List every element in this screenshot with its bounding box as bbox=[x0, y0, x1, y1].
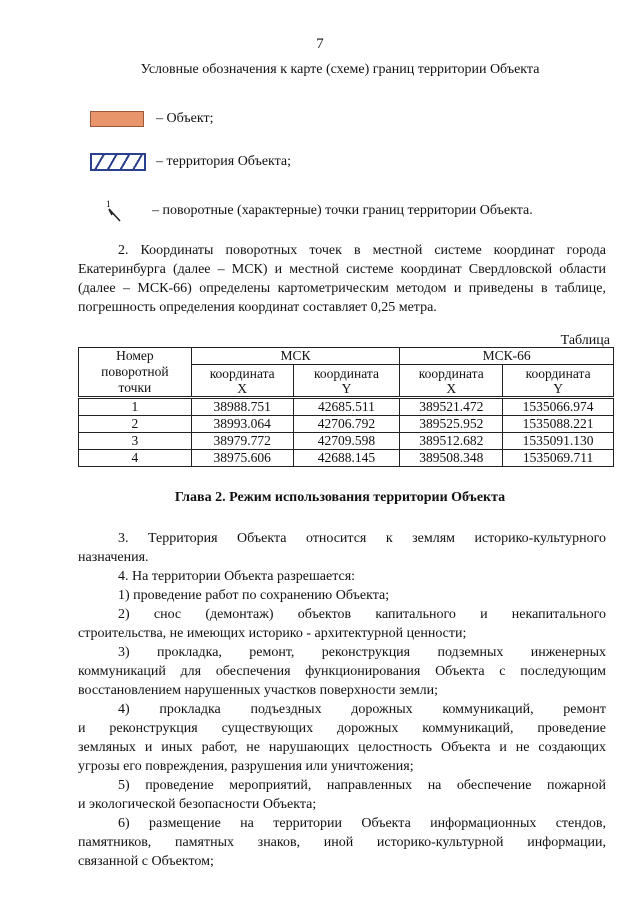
paragraph-2-line: (далее – МСК-66) определены картометрическим методом и приведены в таблице, bbox=[78, 281, 606, 296]
cell-msk66-y: 1535066.974 bbox=[503, 398, 614, 416]
legend-item-object bbox=[90, 111, 213, 127]
body-line: 5) проведение мероприятий, направленных на обеспечение пожарной bbox=[118, 778, 606, 793]
body-line: 2) снос (демонтаж) объектов капитального и некапитального bbox=[118, 607, 606, 622]
header-msk-y: координата Y bbox=[293, 365, 400, 398]
table-caption: Таблица bbox=[560, 333, 610, 348]
cell-msk-y: 42688.145 bbox=[293, 450, 400, 467]
legend-title: Условные обозначения к карте (схеме) границ территории Объекта bbox=[140, 62, 540, 77]
body-line: коммуникаций для обеспечения функционирования Объекта с последующим bbox=[78, 664, 606, 679]
body-line: и экологической безопасности Объекта; bbox=[78, 797, 317, 812]
cell-msk-y: 42685.511 bbox=[293, 398, 400, 416]
legend-item-label: – Объект; bbox=[156, 111, 214, 126]
header-msk66: МСК-66 bbox=[400, 348, 614, 365]
body-line: 4) прокладка подъездных дорожных коммуникаций, ремонт bbox=[118, 702, 606, 717]
cell-point: 3 bbox=[79, 433, 192, 450]
cell-msk-x: 38975.606 bbox=[191, 450, 293, 467]
legend-item-label: – поворотные (характерные) точки границ территории Объекта. bbox=[152, 203, 533, 218]
body-line: 1) проведение работ по сохранению Объекта; bbox=[118, 588, 390, 603]
table-row bbox=[79, 416, 614, 433]
body-line: 6) размещение на территории Объекта информационных стендов, bbox=[118, 816, 606, 831]
chapter-title: Глава 2. Режим использования территории Объекта bbox=[174, 490, 506, 505]
header-msk66-y: координата Y bbox=[503, 365, 614, 398]
header-point-line: точки bbox=[118, 380, 152, 395]
body-line: земляных и иных работ, не нарушающих целостность Объекта и не создающих bbox=[78, 740, 606, 755]
cell-point: 2 bbox=[79, 416, 192, 433]
paragraph-2-line: 2. Координаты поворотных точек в местной системе координат города bbox=[118, 243, 606, 258]
header-msk: МСК bbox=[191, 348, 400, 365]
body-line: 3. Территория Объекта относится к землям историко-культурного bbox=[118, 531, 606, 546]
body-line: восстановлением нарушенных участков поверхности земли; bbox=[78, 683, 439, 698]
body-line: памятников, памятных знаков, иной историко-культурной информации, bbox=[78, 835, 606, 850]
header-point-number bbox=[79, 348, 192, 398]
coordinates-table bbox=[78, 347, 614, 467]
table-row bbox=[79, 433, 614, 450]
cell-msk66-x: 389508.348 bbox=[400, 450, 503, 467]
legend-item-turning-point bbox=[90, 198, 533, 224]
body-line: 3) прокладка, ремонт, реконструкция подземных инженерных bbox=[118, 645, 606, 660]
turning-point-number: 1 bbox=[106, 199, 111, 209]
paragraph-2-line: погрешность определения координат составляет 0,25 метра. bbox=[78, 300, 437, 315]
cell-msk-x: 38988.751 bbox=[191, 398, 293, 416]
header-msk-x: координата X bbox=[191, 365, 293, 398]
cell-msk-y: 42706.792 bbox=[293, 416, 400, 433]
page-number: 7 bbox=[316, 36, 324, 52]
territory-hatch-icon bbox=[90, 153, 146, 171]
legend-item-label: – территория Объекта; bbox=[156, 154, 292, 169]
legend-item-territory bbox=[90, 153, 291, 171]
body-line: угрозы его повреждения, разрушения или уничтожения; bbox=[78, 759, 414, 774]
cell-point: 4 bbox=[79, 450, 192, 467]
body-line: связанной с Объектом; bbox=[78, 854, 214, 869]
body-line: назначения. bbox=[78, 550, 149, 565]
cell-msk66-y: 1535069.711 bbox=[503, 450, 614, 467]
paragraph-2-line: Екатеринбурга (далее – МСК) и местной системе координат Свердловской области bbox=[78, 262, 606, 277]
table-row bbox=[79, 450, 614, 467]
cell-msk-x: 38979.772 bbox=[191, 433, 293, 450]
header-point-line: поворотной bbox=[101, 364, 169, 379]
header-point-line: Номер bbox=[116, 348, 154, 363]
cell-msk66-x: 389521.472 bbox=[400, 398, 503, 416]
cell-point: 1 bbox=[79, 398, 192, 416]
cell-msk66-y: 1535091.130 bbox=[503, 433, 614, 450]
body-line: и реконструкция существующих дорожных коммуникаций, проведение bbox=[78, 721, 606, 736]
table-row bbox=[79, 398, 614, 416]
object-swatch-icon bbox=[90, 111, 144, 127]
cell-msk66-x: 389512.682 bbox=[400, 433, 503, 450]
cell-msk66-x: 389525.952 bbox=[400, 416, 503, 433]
cell-msk-y: 42709.598 bbox=[293, 433, 400, 450]
cell-msk-x: 38993.064 bbox=[191, 416, 293, 433]
header-msk66-x: координата X bbox=[400, 365, 503, 398]
turning-point-icon bbox=[100, 198, 130, 224]
body-line: 4. На территории Объекта разрешается: bbox=[118, 569, 356, 584]
body-line: строительства, не имеющих историко - архитектурной ценности; bbox=[78, 626, 467, 641]
cell-msk66-y: 1535088.221 bbox=[503, 416, 614, 433]
